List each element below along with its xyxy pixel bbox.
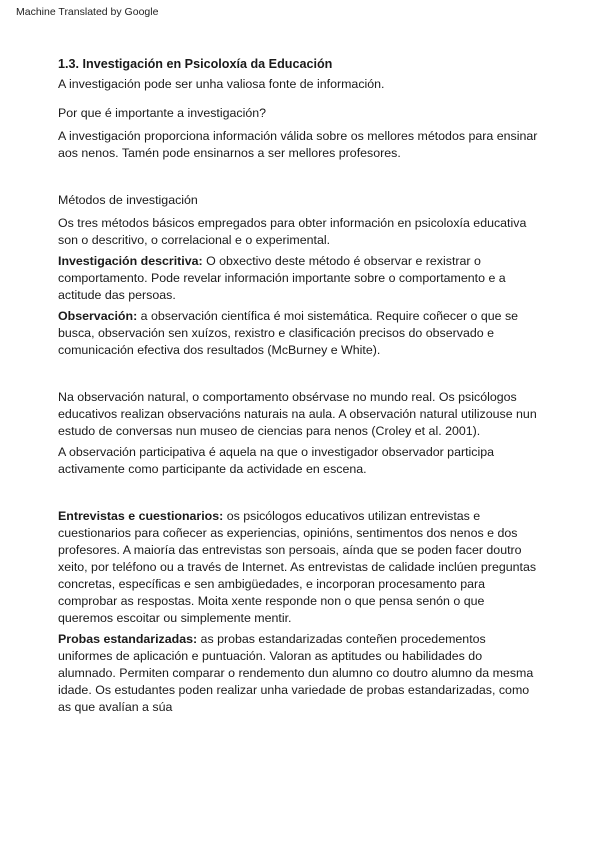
methods-heading: Métodos de investigación: [58, 193, 198, 207]
interviews-paragraph: [58, 508, 538, 627]
interviews-text: os psicólogos educativos utilizan entrevistas e cuestionarios para coñecer as experiencias, opinións, sentimentos dos nenos e dos profesores. A maioría das entrevistas son persoais, aínda que se poden facer doutro xeito, por teléfono ou a través de Internet. As entrevistas de calidade inclúen preguntas concretas, específicas e sen ambigüedades, e incorporan procesamento para comprobar as respostas. Moita xente responde non o que pensa senón o que queremos escoitar ou simplemente mentir.: [58, 509, 537, 625]
participant-observation-paragraph: A observación participativa é aquela na que o investigador observador participa activamente como participante da actividade en escena.: [58, 445, 495, 476]
section-title: 1.3. Investigación en Psicoloxía da Educación: [58, 57, 333, 71]
answer-paragraph: A investigación proporciona información válida sobre os mellores métodos para ensinar aos nenos. Tamén pode ensinarnos a ser mellores profesores.: [58, 129, 538, 160]
descriptive-text: O obxectivo deste método é observar e rexistrar o comportamento. Pode revelar información importante sobre o comportamento e a actitude das persoas.: [58, 254, 506, 302]
machine-translation-banner: Machine Translated by Google: [16, 6, 159, 18]
descriptive-lead: Investigación descritiva:: [58, 254, 203, 268]
document-page: [58, 56, 538, 720]
standardized-lead: Probas estandarizadas:: [58, 632, 198, 646]
interviews-lead: Entrevistas e cuestionarios:: [58, 509, 224, 523]
descriptive-paragraph: [58, 253, 538, 304]
standardized-text: as probas estandarizadas conteñen procedementos uniformes de aplicación e puntuación. Valoran as aptitudes ou habilidades do alumnado. Permiten comparar o rendemento dun alumno co doutro alumno da mesma idade. Os estudantes poden realizar unha variedade de probas estandarizadas, como as que avalían a súa: [58, 632, 534, 714]
observation-paragraph: [58, 308, 538, 359]
methods-paragraph: Os tres métodos básicos empregados para obter información en psicoloxía educativa son o descritivo, o correlacional e o experimental.: [58, 216, 527, 247]
question-heading: Por que é importante a investigación?: [58, 106, 267, 120]
natural-observation-paragraph: Na observación natural, o comportamento obsérvase no mundo real. Os psicólogos educativos realizan observacións naturais na aula. A observación natural utilizouse nun estudo de conversas nun museo de ciencias para nenos (Croley et al. 2001).: [58, 390, 537, 438]
intro-paragraph: A investigación pode ser unha valiosa fonte de información.: [58, 77, 385, 91]
standardized-tests-paragraph: [58, 631, 538, 716]
observation-text: a observación científica é moi sistemática. Require coñecer o que se busca, observación sen xuízos, rexistro e clasificación precisos do observado e comunicación efectiva dos resultados (McBurney e White).: [58, 309, 519, 357]
observation-lead: Observación:: [58, 309, 138, 323]
